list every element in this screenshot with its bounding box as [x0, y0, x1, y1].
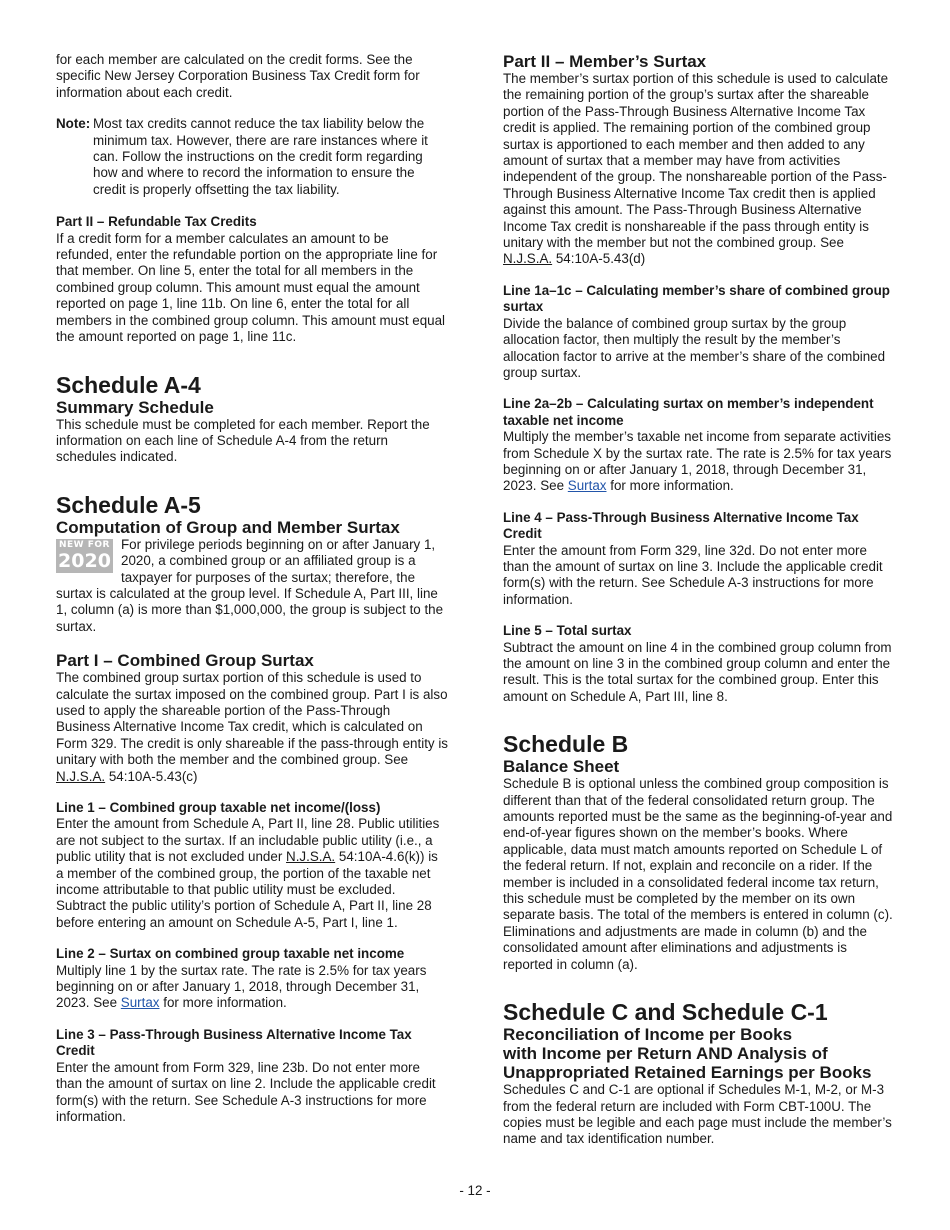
- intro-paragraph: for each member are calculated on the credit forms. See the specific New Jersey Corporation Business Tax Credit form for information about each credit.: [56, 52, 420, 100]
- line1a-heading: Line 1a–1c – Calculating member’s share of combined group surtax: [503, 282, 890, 315]
- schedule-b-title: Schedule B: [503, 731, 629, 758]
- line1-text-b: 54:10A-4.6(k)) is a member of the combined group, the portion of the taxable net income attributable to that public utility must be excluded. Subtract the public utility’s portion of Schedule A, Part II, line 28 before entering an amount on Schedule A-5, Part I, line 1.: [56, 849, 438, 930]
- schedule-a5-title: Schedule A-5: [56, 491, 201, 518]
- schedule-c-text: Schedules C and C-1 are optional if Schedules M-1, M-2, or M-3 from the federal return are included with Form CBT-100U. The copies must be legible and each page must include the member’s name and tax identification number.: [503, 1082, 892, 1147]
- surtax-link[interactable]: Surtax: [567, 478, 607, 494]
- schedule-a5-intro: [56, 537, 448, 635]
- left-column: [56, 52, 448, 1125]
- njsa-ref-tail: 54:10A-5.43(c): [108, 768, 198, 784]
- part2-member-text-body: The member’s surtax portion of this schedule is used to calculate the remaining portion of the group’s surtax after the shareable portion of the Pass-Through Business Alternative Income Tax credit is applied. The remaining portion of the combined group surtax is apportioned to each member and then added to any amount of surtax that a member may have from activities independent of the group. The nonshareable portion of the Pass-Through Business Alternative Income Tax credit then is applied against this amount. The Pass-Through Business Alternative Income Tax credit is nonshareable if the pass through entity is unitary with the member but not the combined group. See: [503, 71, 889, 251]
- line1-heading: Line 1 – Combined group taxable net income/(loss): [56, 800, 381, 815]
- schedule-b-text: Schedule B is optional unless the combined group composition is different than that of the federal consolidated return group. The amounts reported must be the same as the beginning-of-year and end-of-year figures shown on the member’s books. Where applicable, data must match amounts reported on Schedule L of the federal return. If not, explain and reconcile on a rider. If the member is included in a consolidated federal income tax return, this schedule must be completed by the member on its own separate basis. The total of the members is entered in column (c). Eliminations and adjustments are made in column (b) and the consolidated amount after eliminations and adjustments is reported in column (a).: [503, 776, 893, 972]
- schedule-c-title: Schedule C and Schedule C-1: [503, 999, 828, 1026]
- part1-heading: Part I – Combined Group Surtax: [56, 651, 314, 671]
- line3-text: Enter the amount from Form 329, line 23b. Do not enter more than the amount of surtax on line 2. Include the applicable credit form(s) with the return. See Schedule A-3 instructions for more information.: [56, 1059, 436, 1124]
- part1-text: [56, 670, 448, 785]
- line2a-heading: Line 2a–2b – Calculating surtax on member’s independent taxable net income: [503, 396, 874, 428]
- right-column: [503, 52, 895, 1148]
- note-label: Note:: [56, 116, 91, 132]
- part2-refundable-heading: Part II – Refundable Tax Credits: [56, 214, 257, 230]
- line4-text: Enter the amount from Form 329, line 32d. Do not enter more than the amount of surtax on line 3. Include the applicable credit form(s) with the return. See Schedule A-3 instructions for more information.: [503, 542, 883, 607]
- new-for-2020-badge: [56, 539, 113, 573]
- note-text: Most tax credits cannot reduce the tax liability below the minimum tax. However, there are rare instances where it can. Follow the instructions on the credit form regarding how and where to record the information to ensure the credit is properly offsetting the tax liability.: [93, 116, 428, 197]
- njsa-ref: N.J.S.A.: [56, 768, 106, 784]
- badge-top-text: NEW FOR: [59, 539, 110, 550]
- schedule-a5-subtitle: Computation of Group and Member Surtax: [56, 517, 400, 537]
- schedule-c-subtitle-2: with Income per Return AND Analysis of: [503, 1044, 828, 1064]
- line2-heading: Line 2 – Surtax on combined group taxable net income: [56, 946, 405, 962]
- njsa-ref: N.J.S.A.: [286, 849, 336, 865]
- schedule-a4-title: Schedule A-4: [56, 371, 201, 398]
- line2a-text-body: Multiply the member’s taxable net income from separate activities from Schedule X by the surtax rate. The rate is 2.5% for tax years beginning on or after January 1, 2018, through December 31, 2023. See: [503, 429, 892, 494]
- part2-refundable-text: If a credit form for a member calculates an amount to be refunded, enter the refundable portion on the appropriate line for that member. On line 5, enter the total for all members in the combined group column. This amount must equal the amount reported on page 1, line 11b. On line 6, enter the total for all members in the combined group column. This amount must equal the amount reported on page 1, line 11c.: [56, 230, 446, 345]
- part1-text-body: The combined group surtax portion of this schedule is used to calculate the surtax imposed on the combined group. Part I is also used to apply the shareable portion of the Pass-Through Business Alternative Income Tax credit, which is calculated on Form 329. The credit is only shareable if the pass-through entity is unitary with both the member and the combined group. See: [56, 670, 448, 768]
- line2a-text: [503, 429, 895, 495]
- page-number: - 12 -: [459, 1183, 491, 1198]
- part2-member-heading: Part II – Member’s Surtax: [503, 52, 707, 71]
- line2-text-tail: for more information.: [163, 995, 287, 1011]
- line2a-text-tail: for more information.: [610, 478, 734, 494]
- schedule-c-subtitle-3: Unappropriated Retained Earnings per Books: [503, 1063, 872, 1083]
- schedule-b-subtitle: Balance Sheet: [503, 757, 620, 777]
- line2-text: [56, 963, 448, 1012]
- line5-text: Subtract the amount on line 4 in the combined group column from the amount on line 3 in the combined group column and enter the result. This is the total surtax for the combined group. Enter this amount on Schedule A, Part III, line 8.: [503, 639, 892, 704]
- schedule-a4-subtitle: Summary Schedule: [56, 397, 214, 417]
- schedule-a5-text: For privilege periods beginning on or after January 1, 2020, a combined group or an affiliated group is a taxpayer for purposes of the surtax; therefore, the surtax is calculated at the group level. If Schedule A, Part III, line 1, column (a) is more than $1,000,000, the group is subject to the surtax.: [56, 536, 444, 634]
- schedule-c-subtitle-1: Reconciliation of Income per Books: [503, 1025, 793, 1045]
- line5-heading: Line 5 – Total surtax: [503, 623, 632, 639]
- njsa-ref-tail: 54:10A-5.43(d): [555, 251, 646, 267]
- schedule-a4-text: This schedule must be completed for each member. Report the information on each line of Schedule A-4 from the return schedules indicated.: [56, 416, 430, 465]
- line1-text: [56, 816, 448, 931]
- part2-member-text: [503, 71, 895, 268]
- line3-heading: Line 3 – Pass-Through Business Alternative Income Tax Credit: [56, 1026, 412, 1059]
- badge-year-text: 2020: [58, 549, 111, 572]
- njsa-ref: N.J.S.A.: [503, 251, 553, 267]
- line2-text-body: Multiply line 1 by the surtax rate. The rate is 2.5% for tax years beginning on or after January 1, 2018, through December 31, 2023. See: [56, 962, 427, 1011]
- note-block: [56, 116, 448, 198]
- line4-heading: Line 4 – Pass-Through Business Alternative Income Tax Credit: [503, 509, 859, 542]
- line1a-text: Divide the balance of combined group surtax by the group allocation factor, then multiply the result by the member’s allocation factor to arrive at the member’s share of the combined group surtax.: [503, 315, 886, 380]
- line1-text-a: Enter the amount from Schedule A, Part II, line 28. Public utilities are not subject to the surtax. If an includable public utility (i.e., a public utility that is not excluded under: [56, 816, 440, 865]
- surtax-link[interactable]: Surtax: [120, 995, 160, 1011]
